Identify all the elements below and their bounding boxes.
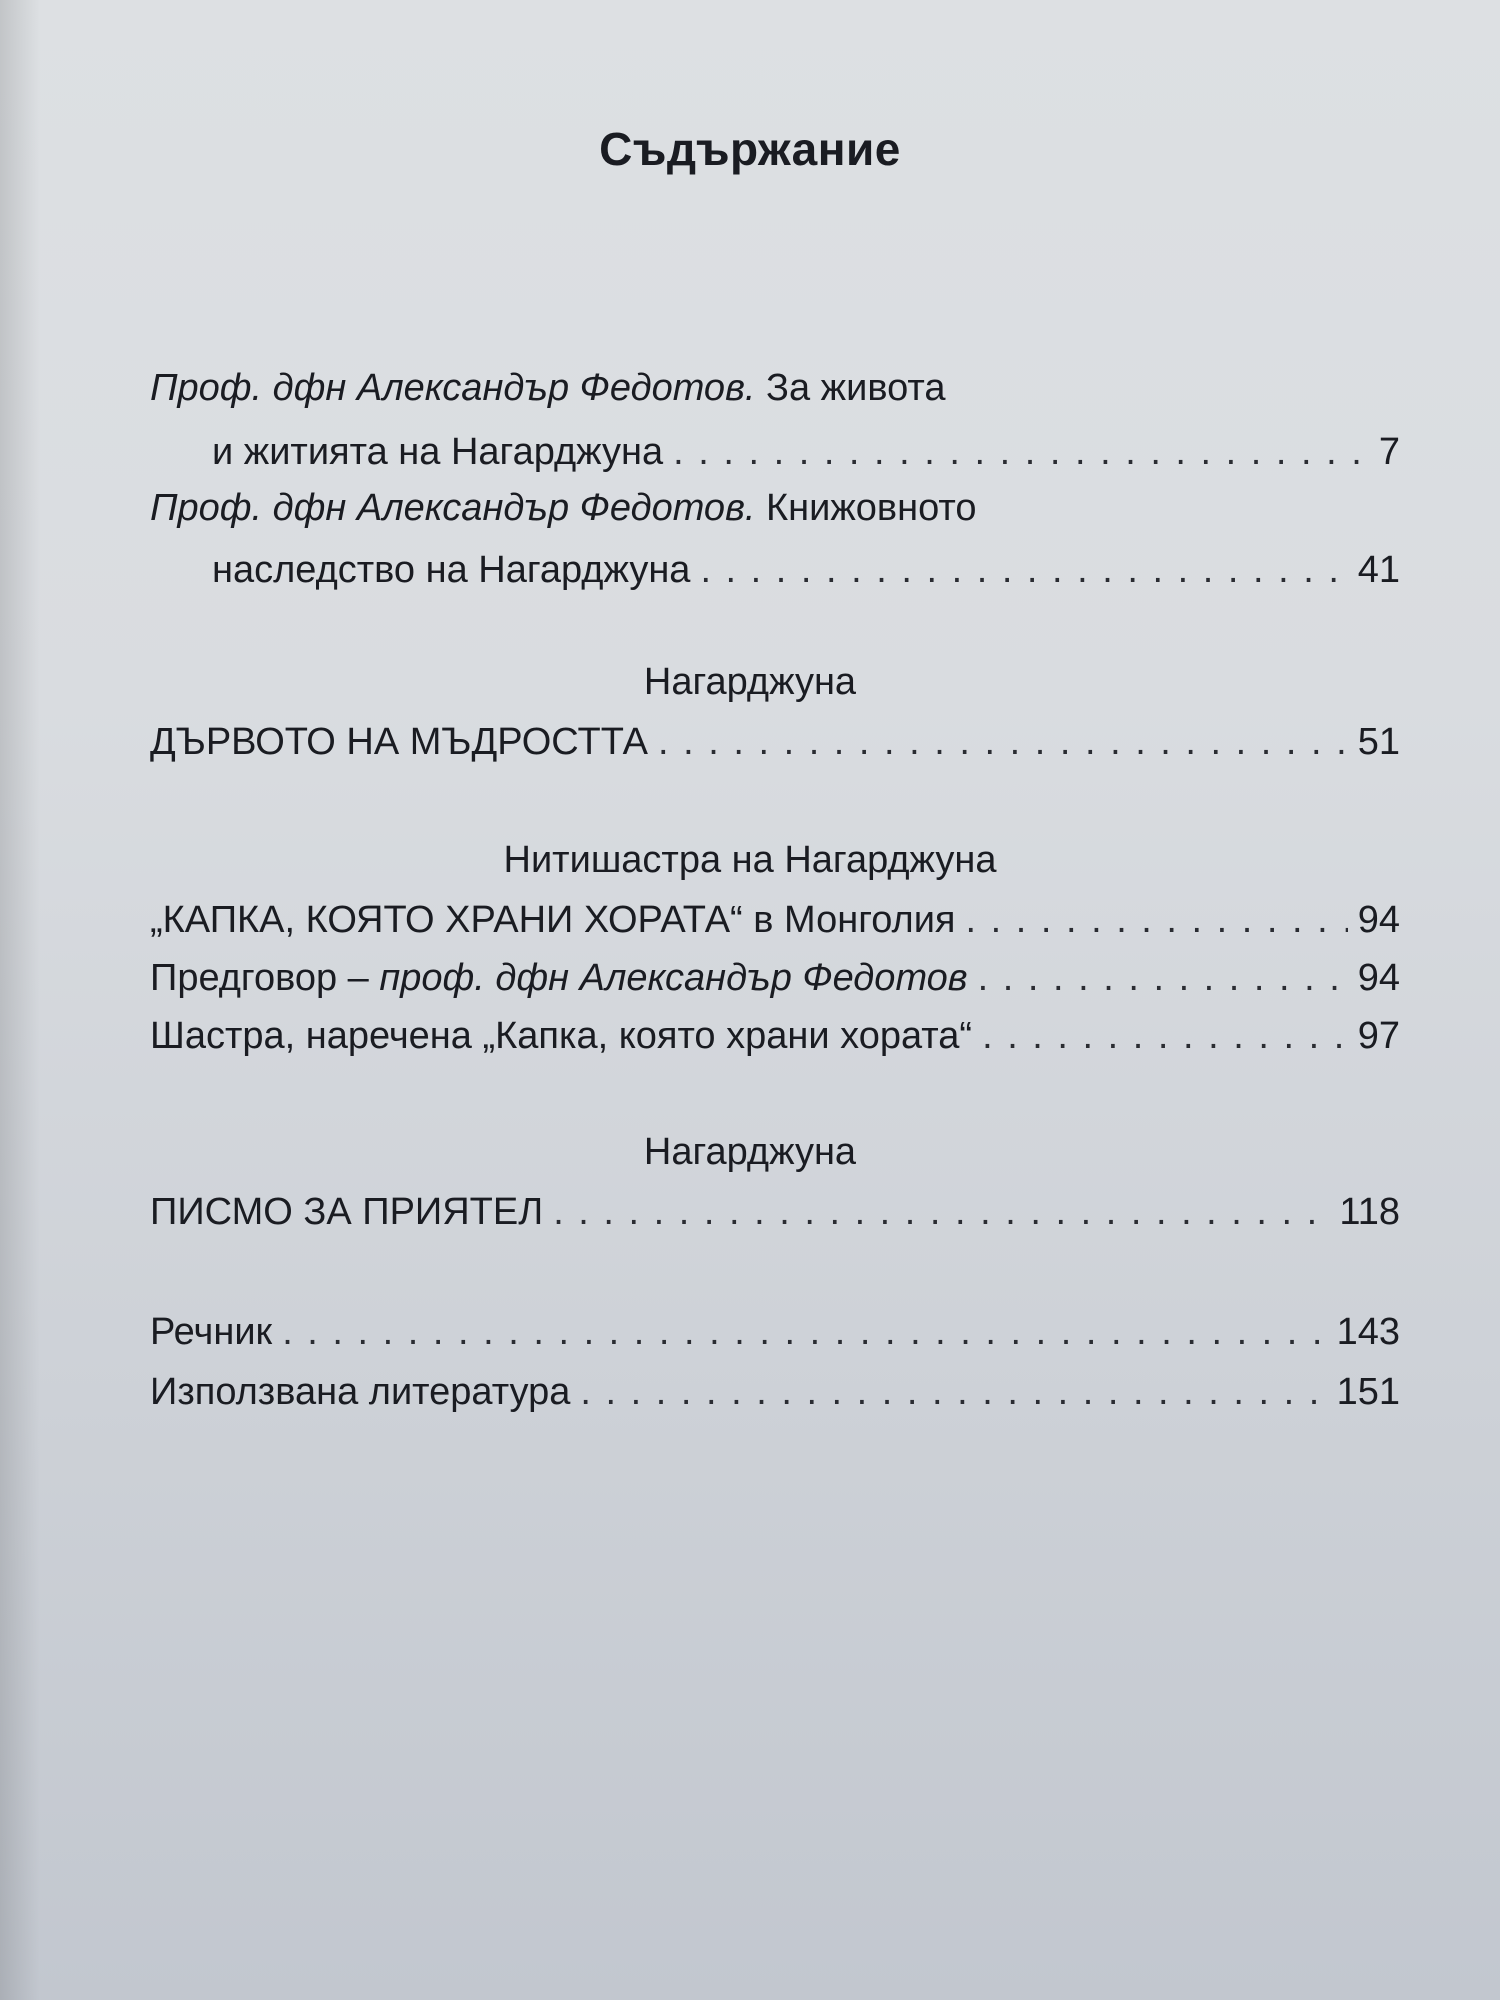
dot-leader bbox=[553, 1184, 1329, 1240]
toc-entry-1-line2[interactable] bbox=[212, 424, 1400, 480]
toc-entry[interactable] bbox=[150, 950, 1400, 1006]
toc-entry-title: За живота bbox=[766, 367, 946, 409]
toc-entry-label-plain: Предговор – bbox=[150, 957, 380, 999]
toc-entry-author: Проф. дфн Александър Федотов. bbox=[150, 487, 756, 529]
dot-leader bbox=[978, 950, 1348, 1006]
toc-entry-label: Шастра, наречена „Капка, която храни хората“ bbox=[150, 1015, 973, 1057]
page-edge-shadow bbox=[0, 0, 40, 2000]
section-heading: Нагарджуна bbox=[643, 661, 857, 703]
toc-entry-label: Речник bbox=[150, 1311, 273, 1353]
toc-entry-label: ПИСМО ЗА ПРИЯТЕЛ bbox=[150, 1191, 544, 1233]
page-number: 94 bbox=[1357, 957, 1400, 999]
dot-leader bbox=[658, 714, 1348, 770]
page-number: 118 bbox=[1339, 1191, 1400, 1233]
dot-leader bbox=[700, 542, 1347, 598]
toc-entry-label-italic: проф. дфн Александър Федотов bbox=[379, 957, 968, 999]
toc-entry[interactable] bbox=[150, 1184, 1400, 1240]
toc-entry-label: „КАПКА, КОЯТО ХРАНИ ХОРАТА“ в Монголия bbox=[150, 899, 956, 941]
page-number: 151 bbox=[1336, 1371, 1400, 1413]
toc-entry[interactable] bbox=[150, 714, 1400, 770]
page-number: 51 bbox=[1357, 721, 1400, 763]
section-heading: Нитишастра на Нагарджуна bbox=[503, 839, 997, 881]
toc-entry-title: Книжовното bbox=[766, 487, 977, 529]
toc-entry-2-line2[interactable] bbox=[212, 542, 1400, 598]
toc-entry[interactable] bbox=[150, 1008, 1400, 1064]
section-heading: Нагарджуна bbox=[643, 1131, 857, 1173]
toc-entry[interactable] bbox=[150, 1364, 1400, 1420]
page-number: 94 bbox=[1357, 899, 1400, 941]
page-title: Съдържание bbox=[599, 123, 901, 175]
page-number: 7 bbox=[1378, 431, 1400, 473]
dot-leader bbox=[966, 892, 1348, 948]
toc-entry-title-cont: и житията на Нагарджуна bbox=[212, 431, 664, 473]
page-number: 143 bbox=[1336, 1311, 1400, 1353]
page-number: 97 bbox=[1357, 1015, 1400, 1057]
toc-entry-2-line1 bbox=[150, 480, 1400, 536]
dot-leader bbox=[282, 1304, 1326, 1360]
toc-entry-label: ДЪРВОТО НА МЪДРОСТТА bbox=[150, 721, 648, 763]
toc-entry[interactable] bbox=[150, 892, 1400, 948]
toc-entry-1-line1 bbox=[150, 360, 1400, 416]
toc-entry-label: Използвана литература bbox=[150, 1371, 571, 1413]
toc-entry-title-cont: наследство на Нагарджуна bbox=[212, 549, 691, 591]
dot-leader bbox=[982, 1008, 1348, 1064]
toc-entry-label bbox=[150, 950, 968, 1006]
page-number: 41 bbox=[1357, 549, 1400, 591]
toc-entry[interactable] bbox=[150, 1304, 1400, 1360]
toc-entry-author: Проф. дфн Александър Федотов. bbox=[150, 367, 756, 409]
dot-leader bbox=[580, 1364, 1326, 1420]
dot-leader bbox=[673, 424, 1369, 480]
